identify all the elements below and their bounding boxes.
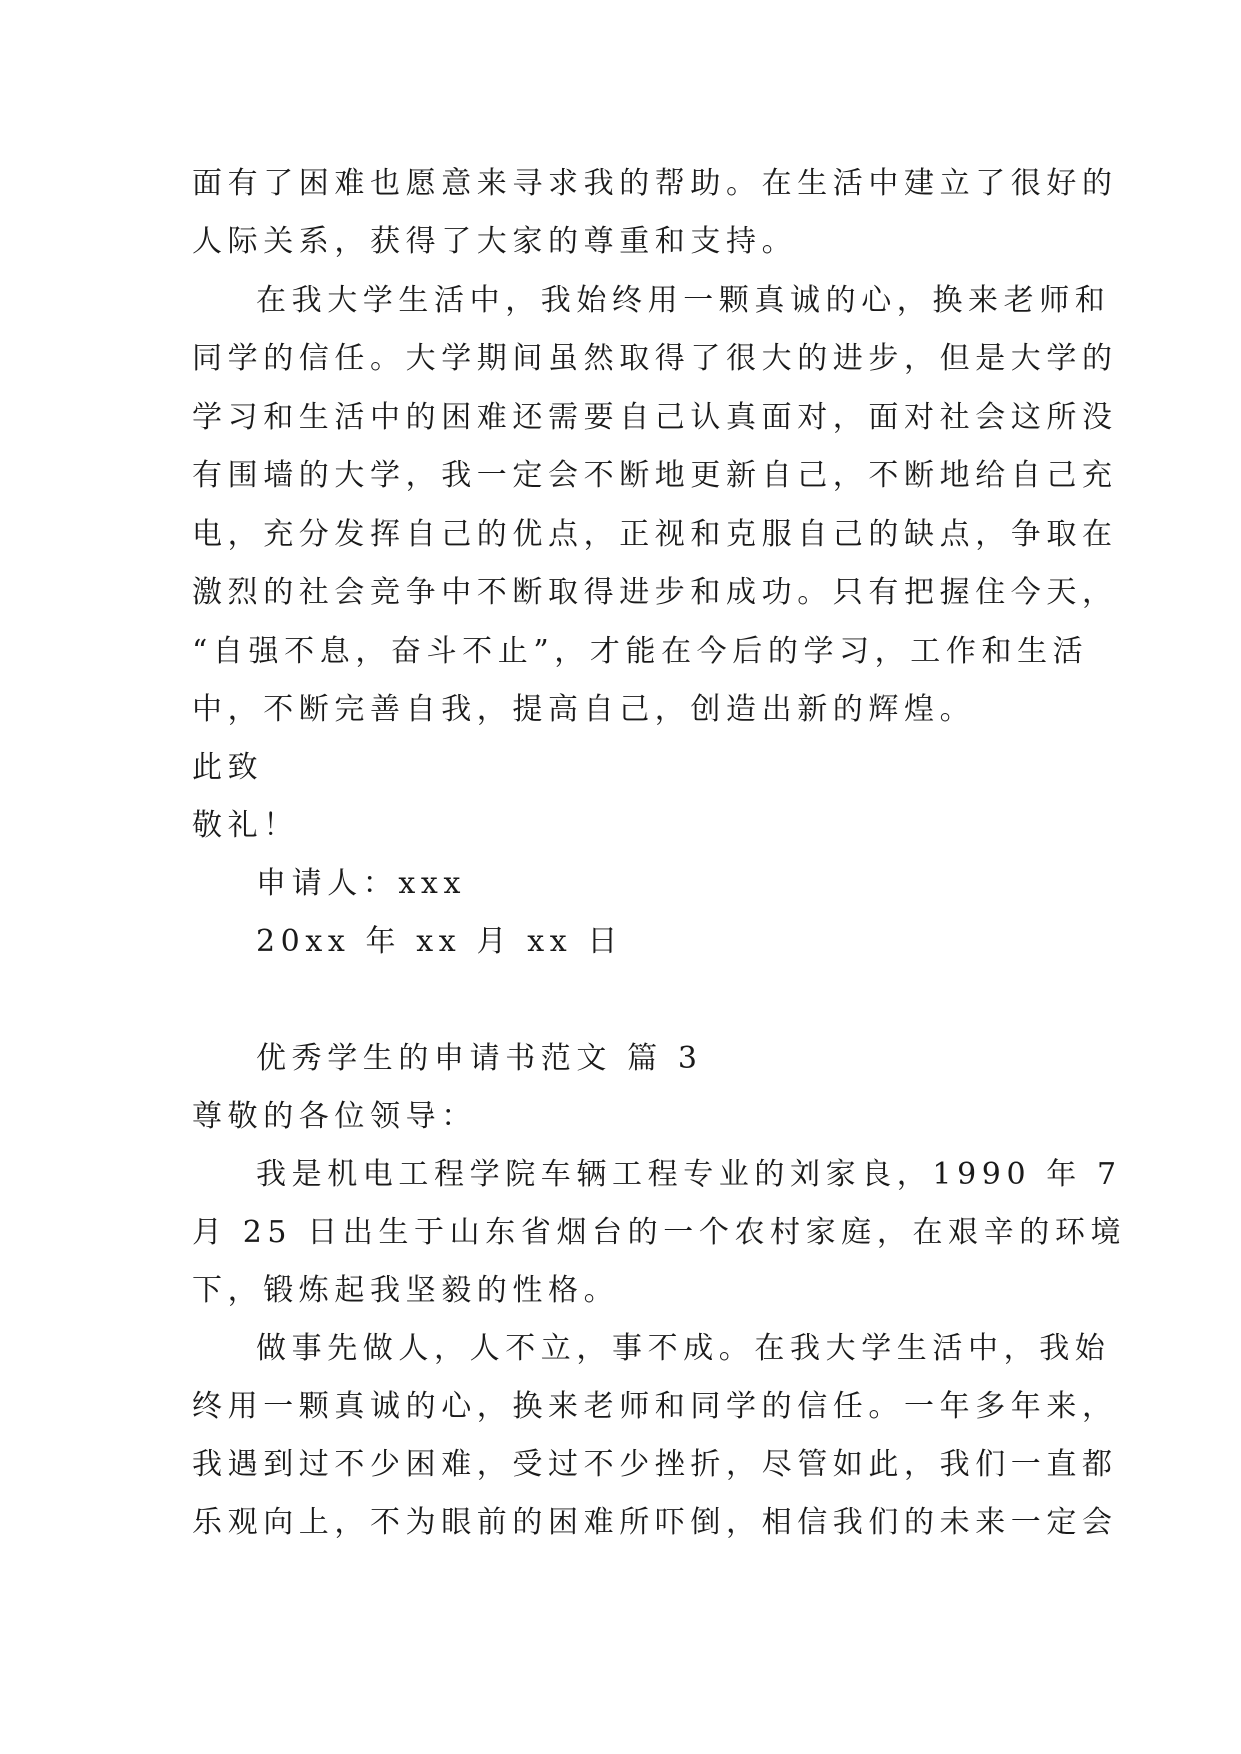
paragraph-start-line: 我是机电工程学院车辆工程专业的刘家良，1990 年 7 [256,1157,1122,1192]
text-line: 激烈的社会竞争中不断取得进步和成功。只有把握住今天， [192,575,1118,610]
text-line: 电，充分发挥自己的优点，正视和克服自己的缺点，争取在 [192,517,1118,552]
text-line: 下，锻炼起我坚毅的性格。 [192,1273,620,1308]
greeting-line: 尊敬的各位领导： [192,1099,477,1134]
applicant-line: 申请人：xxx [256,866,466,901]
paragraph-start-line: 做事先做人，人不立，事不成。在我大学生活中，我始 [256,1331,1111,1366]
date-line: 20xx 年 xx 月 xx 日 [256,924,623,959]
text-line: 学习和生活中的困难还需要自己认真面对，面对社会这所没 [192,400,1118,435]
text-line: 同学的信任。大学期间虽然取得了很大的进步，但是大学的 [192,341,1118,376]
text-line: 人际关系，获得了大家的尊重和支持。 [192,224,798,259]
closing-line: 此致 [192,750,264,785]
section-heading: 优秀学生的申请书范文 篇 3 [256,1041,703,1076]
text-line: “自强不息，奋斗不止”，才能在今后的学习，工作和生活 [192,634,1089,669]
salutation-line: 敬礼！ [192,808,299,843]
paragraph-start-line: 在我大学生活中，我始终用一颗真诚的心，换来老师和 [256,283,1111,318]
text-line: 终用一颗真诚的心，换来老师和同学的信任。一年多年来， [192,1389,1118,1424]
text-line: 有围墙的大学，我一定会不断地更新自己，不断地给自己充 [192,458,1118,493]
text-line: 我遇到过不少困难，受过不少挫折，尽管如此，我们一直都 [192,1447,1118,1482]
text-line: 乐观向上，不为眼前的困难所吓倒，相信我们的未来一定会 [192,1505,1118,1540]
text-line: 月 25 日出生于山东省烟台的一个农村家庭，在艰辛的环境 [192,1215,1127,1250]
text-line: 中，不断完善自我，提高自己，创造出新的辉煌。 [192,692,976,727]
text-line: 面有了困难也愿意来寻求我的帮助。在生活中建立了很好的 [192,166,1118,201]
